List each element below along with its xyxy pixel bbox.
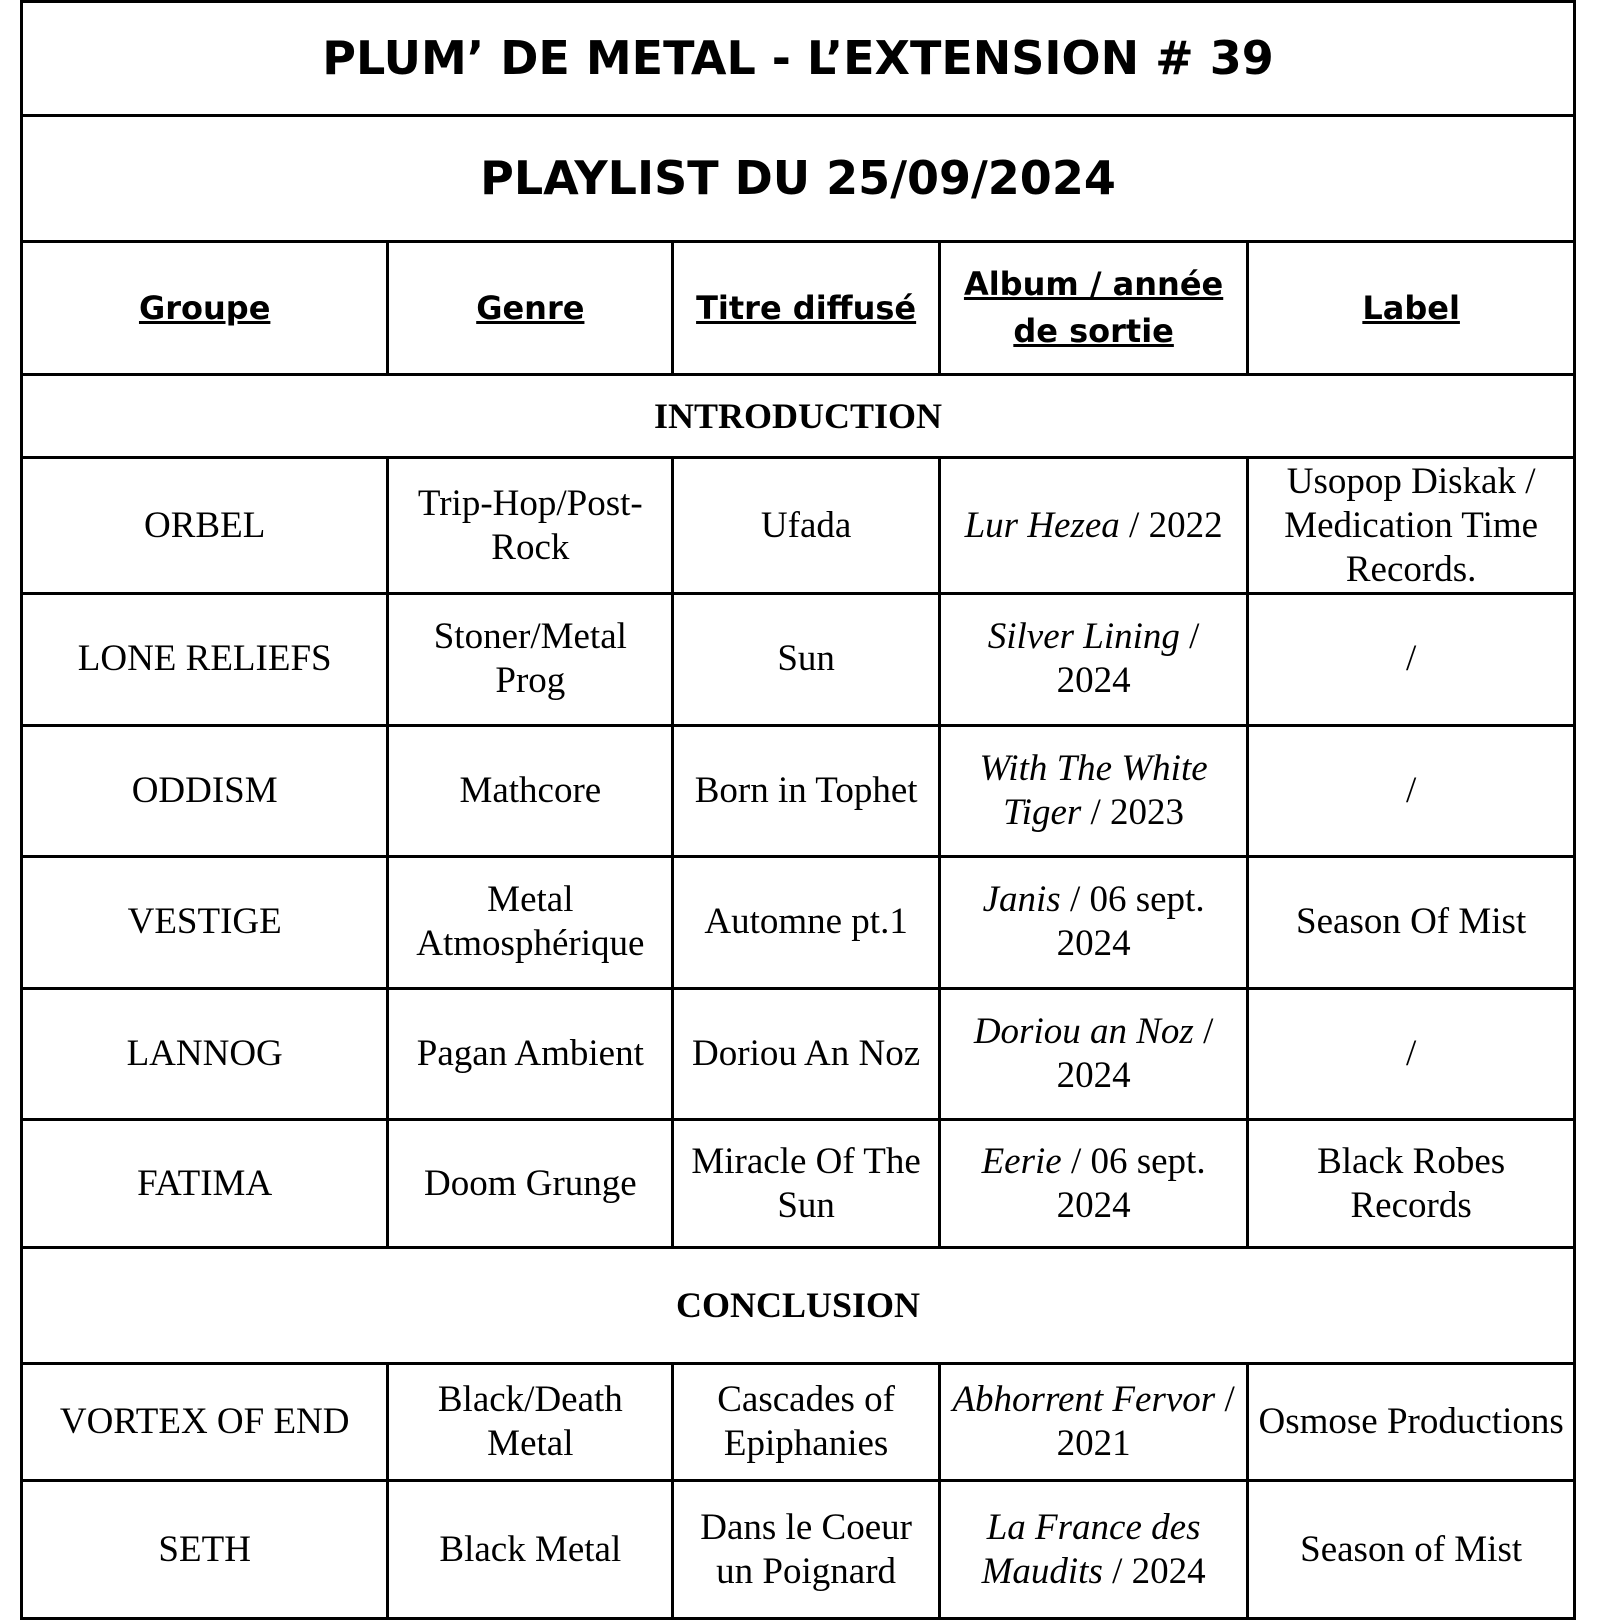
header-genre: Genre [388,242,673,375]
cell-titre: Born in Tophet [673,725,940,857]
cell-genre: Black Metal [388,1481,673,1619]
cell-genre: Trip-Hop/Post-Rock [388,458,673,594]
album-title: Doriou an Noz [973,1011,1194,1053]
playlist-table [20,0,1576,1620]
header-album-line2: de sortie [1013,312,1174,350]
album-year: / 2024 [1102,1550,1206,1592]
album-year: / 2024 [1056,1011,1214,1097]
cell-titre: Miracle Of The Sun [673,1120,940,1248]
table-row [22,725,1575,857]
album-title: Eerie [981,1140,1062,1182]
table-row [22,593,1575,725]
cell-groupe: VORTEX OF END [22,1363,388,1481]
album-title: Silver Lining [987,616,1180,658]
column-header-row [22,242,1575,375]
header-label: Label [1248,242,1575,375]
cell-album [939,1481,1247,1619]
cell-album [939,1120,1247,1248]
album-year: / 06 sept. 2024 [1056,879,1205,965]
album-year: / 2024 [1056,616,1200,702]
cell-genre: Pagan Ambient [388,988,673,1120]
cell-groupe: ORBEL [22,458,388,594]
cell-album [939,458,1247,594]
cell-label: Usopop Diskak / Medication Time Records. [1248,458,1575,594]
cell-label: Black Robes Records [1248,1120,1575,1248]
cell-groupe: LANNOG [22,988,388,1120]
album-title: Abhorrent Fervor [952,1378,1216,1420]
table-row [22,1363,1575,1481]
header-groupe: Groupe [22,242,388,375]
album-title: Lur Hezea [964,504,1120,546]
album-title: La France des Maudits [981,1506,1201,1592]
cell-album [939,857,1247,989]
cell-groupe: LONE RELIEFS [22,593,388,725]
cell-label: / [1248,593,1575,725]
cell-groupe: FATIMA [22,1120,388,1248]
cell-album [939,1363,1247,1481]
table-row [22,857,1575,989]
cell-titre: Automne pt.1 [673,857,940,989]
album-title: With The White Tiger [979,747,1208,833]
cell-genre: Mathcore [388,725,673,857]
cell-titre: Ufada [673,458,940,594]
cell-titre: Dans le Coeur un Poignard [673,1481,940,1619]
cell-titre: Doriou An Noz [673,988,940,1120]
album-year: / 2023 [1081,791,1185,833]
cell-label: / [1248,725,1575,857]
cell-label: / [1248,988,1575,1120]
table-row [22,988,1575,1120]
cell-label: Season Of Mist [1248,857,1575,989]
header-titre: Titre diffusé [673,242,940,375]
cell-album [939,593,1247,725]
table-row [22,1481,1575,1619]
cell-genre: Black/Death Metal [388,1363,673,1481]
cell-groupe: SETH [22,1481,388,1619]
album-title: Janis [982,879,1061,921]
table-row [22,458,1575,594]
cell-groupe: ODDISM [22,725,388,857]
album-year: / 2022 [1119,504,1223,546]
cell-label: Season of Mist [1248,1481,1575,1619]
playlist-date-heading: PLAYLIST DU 25/09/2024 [22,115,1575,242]
section-introduction: INTRODUCTION [22,374,1575,457]
section-conclusion: CONCLUSION [22,1248,1575,1364]
cell-genre: Stoner/Metal Prog [388,593,673,725]
table-row [22,1120,1575,1248]
cell-album [939,988,1247,1120]
cell-titre: Sun [673,593,940,725]
cell-genre: Doom Grunge [388,1120,673,1248]
page-title: PLUM’ DE METAL - L’EXTENSION # 39 [22,2,1575,116]
album-year: / 06 sept. 2024 [1056,1140,1206,1226]
cell-genre: Metal Atmosphérique [388,857,673,989]
cell-label: Osmose Productions [1248,1363,1575,1481]
cell-album [939,725,1247,857]
album-year: / 2021 [1056,1378,1235,1464]
header-album [939,242,1247,375]
header-album-line1: Album / année [963,265,1224,303]
cell-groupe: VESTIGE [22,857,388,989]
cell-titre: Cascades of Epiphanies [673,1363,940,1481]
